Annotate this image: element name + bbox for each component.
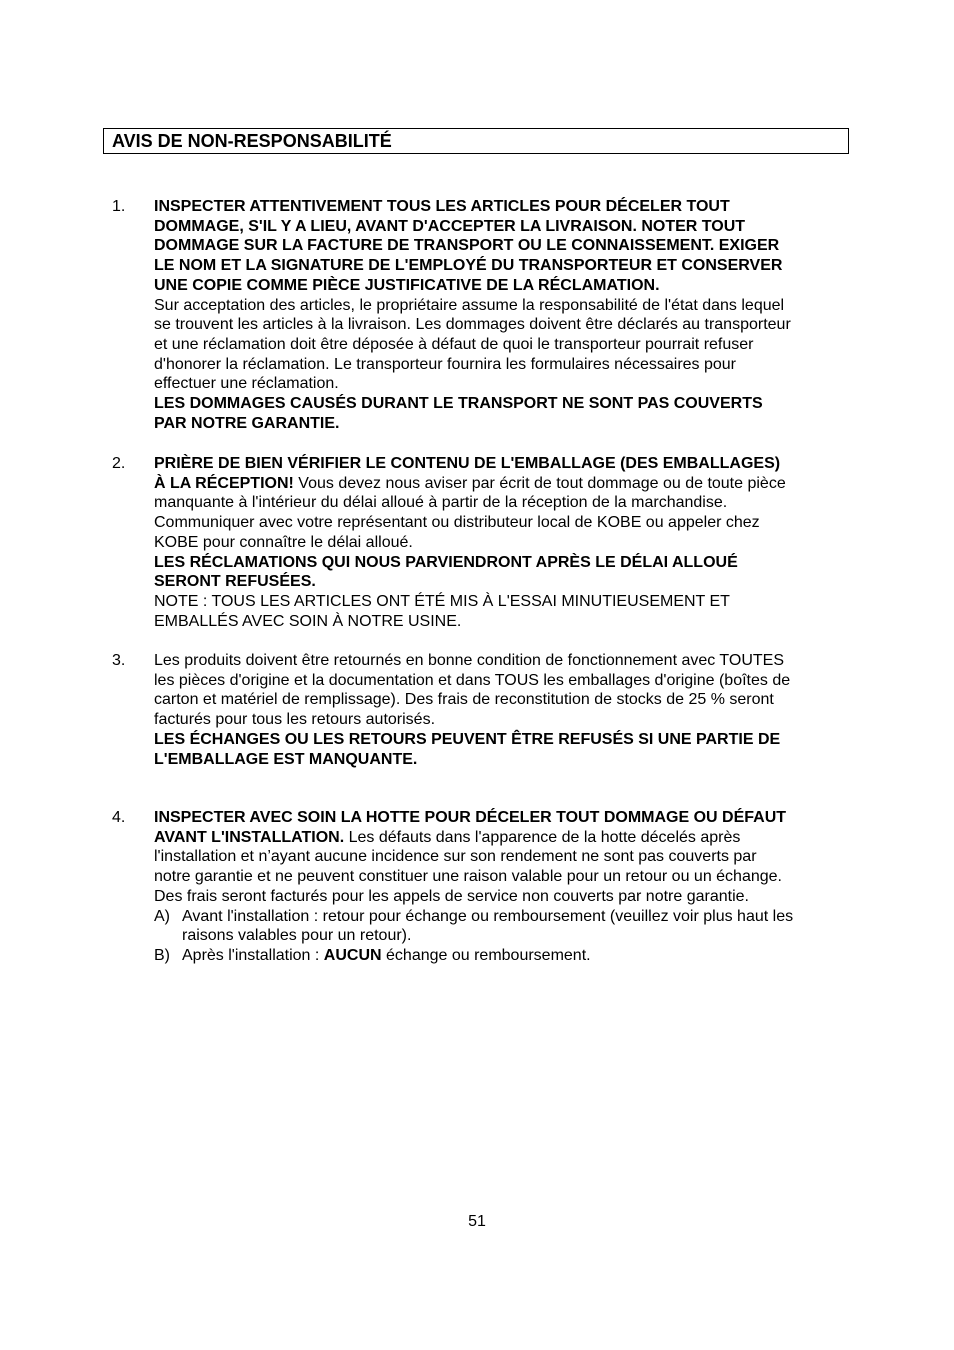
item-line: NOTE : TOUS LES ARTICLES ONT ÉTÉ MIS À L'ESSAI MINUTIEUSEMENT ET bbox=[154, 592, 730, 610]
sub-item-line bbox=[182, 946, 846, 966]
item-line: carton et matériel de remplissage). Des frais de reconstitution de stocks de 25 % seront bbox=[154, 691, 774, 709]
item-line: et une réclamation doit être déposée à défaut de quoi le transporteur pourrait refuser bbox=[154, 335, 754, 353]
item-line: manquante à l'intérieur du délai alloué à partir de la réception de la marchandise. bbox=[154, 494, 728, 512]
item-emphasis: AVANT L'INSTALLATION. bbox=[154, 828, 345, 846]
item-body bbox=[154, 454, 846, 631]
item-line: PRIÈRE DE BIEN VÉRIFIER LE CONTENU DE L'EMBALLAGE (DES EMBALLAGES) bbox=[154, 455, 781, 472]
sub-item-text: Après l'installation : bbox=[182, 946, 324, 964]
sub-item-text: échange ou remboursement. bbox=[381, 946, 591, 964]
item-line: LES RÉCLAMATIONS QUI NOUS PARVIENDRONT APRÈS LE DÉLAI ALLOUÉ bbox=[154, 553, 738, 571]
sub-item-letter: A) bbox=[154, 907, 170, 925]
sub-item-emphasis: AUCUN bbox=[323, 946, 382, 964]
item-line: LES DOMMAGES CAUSÉS DURANT LE TRANSPORT NE SONT PAS COUVERTS bbox=[154, 395, 763, 413]
item-line: Les produits doivent être retournés en bonne condition de fonctionnement avec TOUTES bbox=[154, 652, 785, 669]
sub-item-letter: B) bbox=[154, 946, 170, 964]
item-line: INSPECTER AVEC SOIN LA HOTTE POUR DÉCELER TOUT DOMMAGE OU DÉFAUT bbox=[154, 809, 787, 826]
item-line: PAR NOTRE GARANTIE. bbox=[154, 414, 340, 432]
item-line: DOMMAGE, S'IL Y A LIEU, AVANT D'ACCEPTER LA LIVRAISON. NOTER TOUT bbox=[154, 217, 746, 235]
item-line: LES ÉCHANGES OU LES RETOURS PEUVENT ÊTRE REFUSÉS SI UNE PARTIE DE bbox=[154, 730, 781, 748]
item-line: facturés pour tous les retours autorisés. bbox=[154, 711, 436, 729]
sub-item-a bbox=[154, 907, 846, 946]
item-text: Les défauts dans l'apparence de la hotte décelés après bbox=[344, 828, 741, 846]
item-line: INSPECTER ATTENTIVEMENT TOUS LES ARTICLES POUR DÉCELER TOUT bbox=[154, 198, 730, 215]
item-line: Des frais seront facturés pour les appels de service non couverts par notre garantie. bbox=[154, 887, 749, 905]
item-line bbox=[154, 828, 846, 848]
item-line: KOBE pour connaître le délai alloué. bbox=[154, 533, 413, 551]
sub-item-line: raisons valables pour un retour). bbox=[182, 927, 412, 945]
item-number: 4. bbox=[112, 809, 126, 826]
item-line: EMBALLÉS AVEC SOIN À NOTRE USINE. bbox=[154, 612, 462, 630]
item-line: se trouvent les articles à la livraison. Les dommages doivent être déclarés au transporteur bbox=[154, 316, 791, 334]
item-line: Communiquer avec votre représentant ou distributeur local de KOBE ou appeler chez bbox=[154, 514, 760, 532]
item-line: les pièces d'origine et la documentation et dans TOUS les emballages d'origine (boîtes de bbox=[154, 671, 791, 689]
item-body bbox=[154, 651, 846, 769]
sub-item-line: Avant l'installation : retour pour échange ou remboursement (veuillez voir plus haut les bbox=[182, 907, 794, 925]
item-number: 1. bbox=[112, 198, 126, 215]
item-body bbox=[154, 197, 846, 433]
page-number: 51 bbox=[468, 1213, 486, 1230]
item-line: l'installation et n’ayant aucune incidence sur son rendement ne sont pas couverts par bbox=[154, 848, 757, 866]
item-line: L'EMBALLAGE EST MANQUANTE. bbox=[154, 750, 418, 768]
item-number: 2. bbox=[112, 455, 126, 472]
item-line: SERONT REFUSÉES. bbox=[154, 573, 316, 591]
item-line: UNE COPIE COMME PIÈCE JUSTIFICATIVE DE LA RÉCLAMATION. bbox=[154, 276, 660, 294]
item-line: notre garantie et ne peuvent constituer une raison valable pour un retour ou un échange. bbox=[154, 868, 782, 886]
item-line: effectuer une réclamation. bbox=[154, 375, 339, 393]
item-line: LE NOM ET LA SIGNATURE DE L'EMPLOYÉ DU TRANSPORTEUR ET CONSERVER bbox=[154, 257, 783, 275]
item-body bbox=[154, 808, 846, 966]
item-line bbox=[154, 474, 846, 494]
item-text: Vous devez nous aviser par écrit de tout dommage ou de toute pièce bbox=[293, 474, 786, 492]
item-line: Sur acceptation des articles, le propriétaire assume la responsabilité de l'état dans lequel bbox=[154, 296, 785, 314]
sub-item-b bbox=[154, 946, 846, 966]
section-title: AVIS DE NON-RESPONSABILITÉ bbox=[103, 128, 849, 154]
item-number: 3. bbox=[112, 652, 126, 669]
item-emphasis: À LA RÉCEPTION! bbox=[154, 474, 294, 492]
item-line: d'honorer la réclamation. Le transporteur fournira les formulaires nécessaires pour bbox=[154, 355, 737, 373]
item-line: DOMMAGE SUR LA FACTURE DE TRANSPORT OU LE CONNAISSEMENT. EXIGER bbox=[154, 237, 780, 255]
